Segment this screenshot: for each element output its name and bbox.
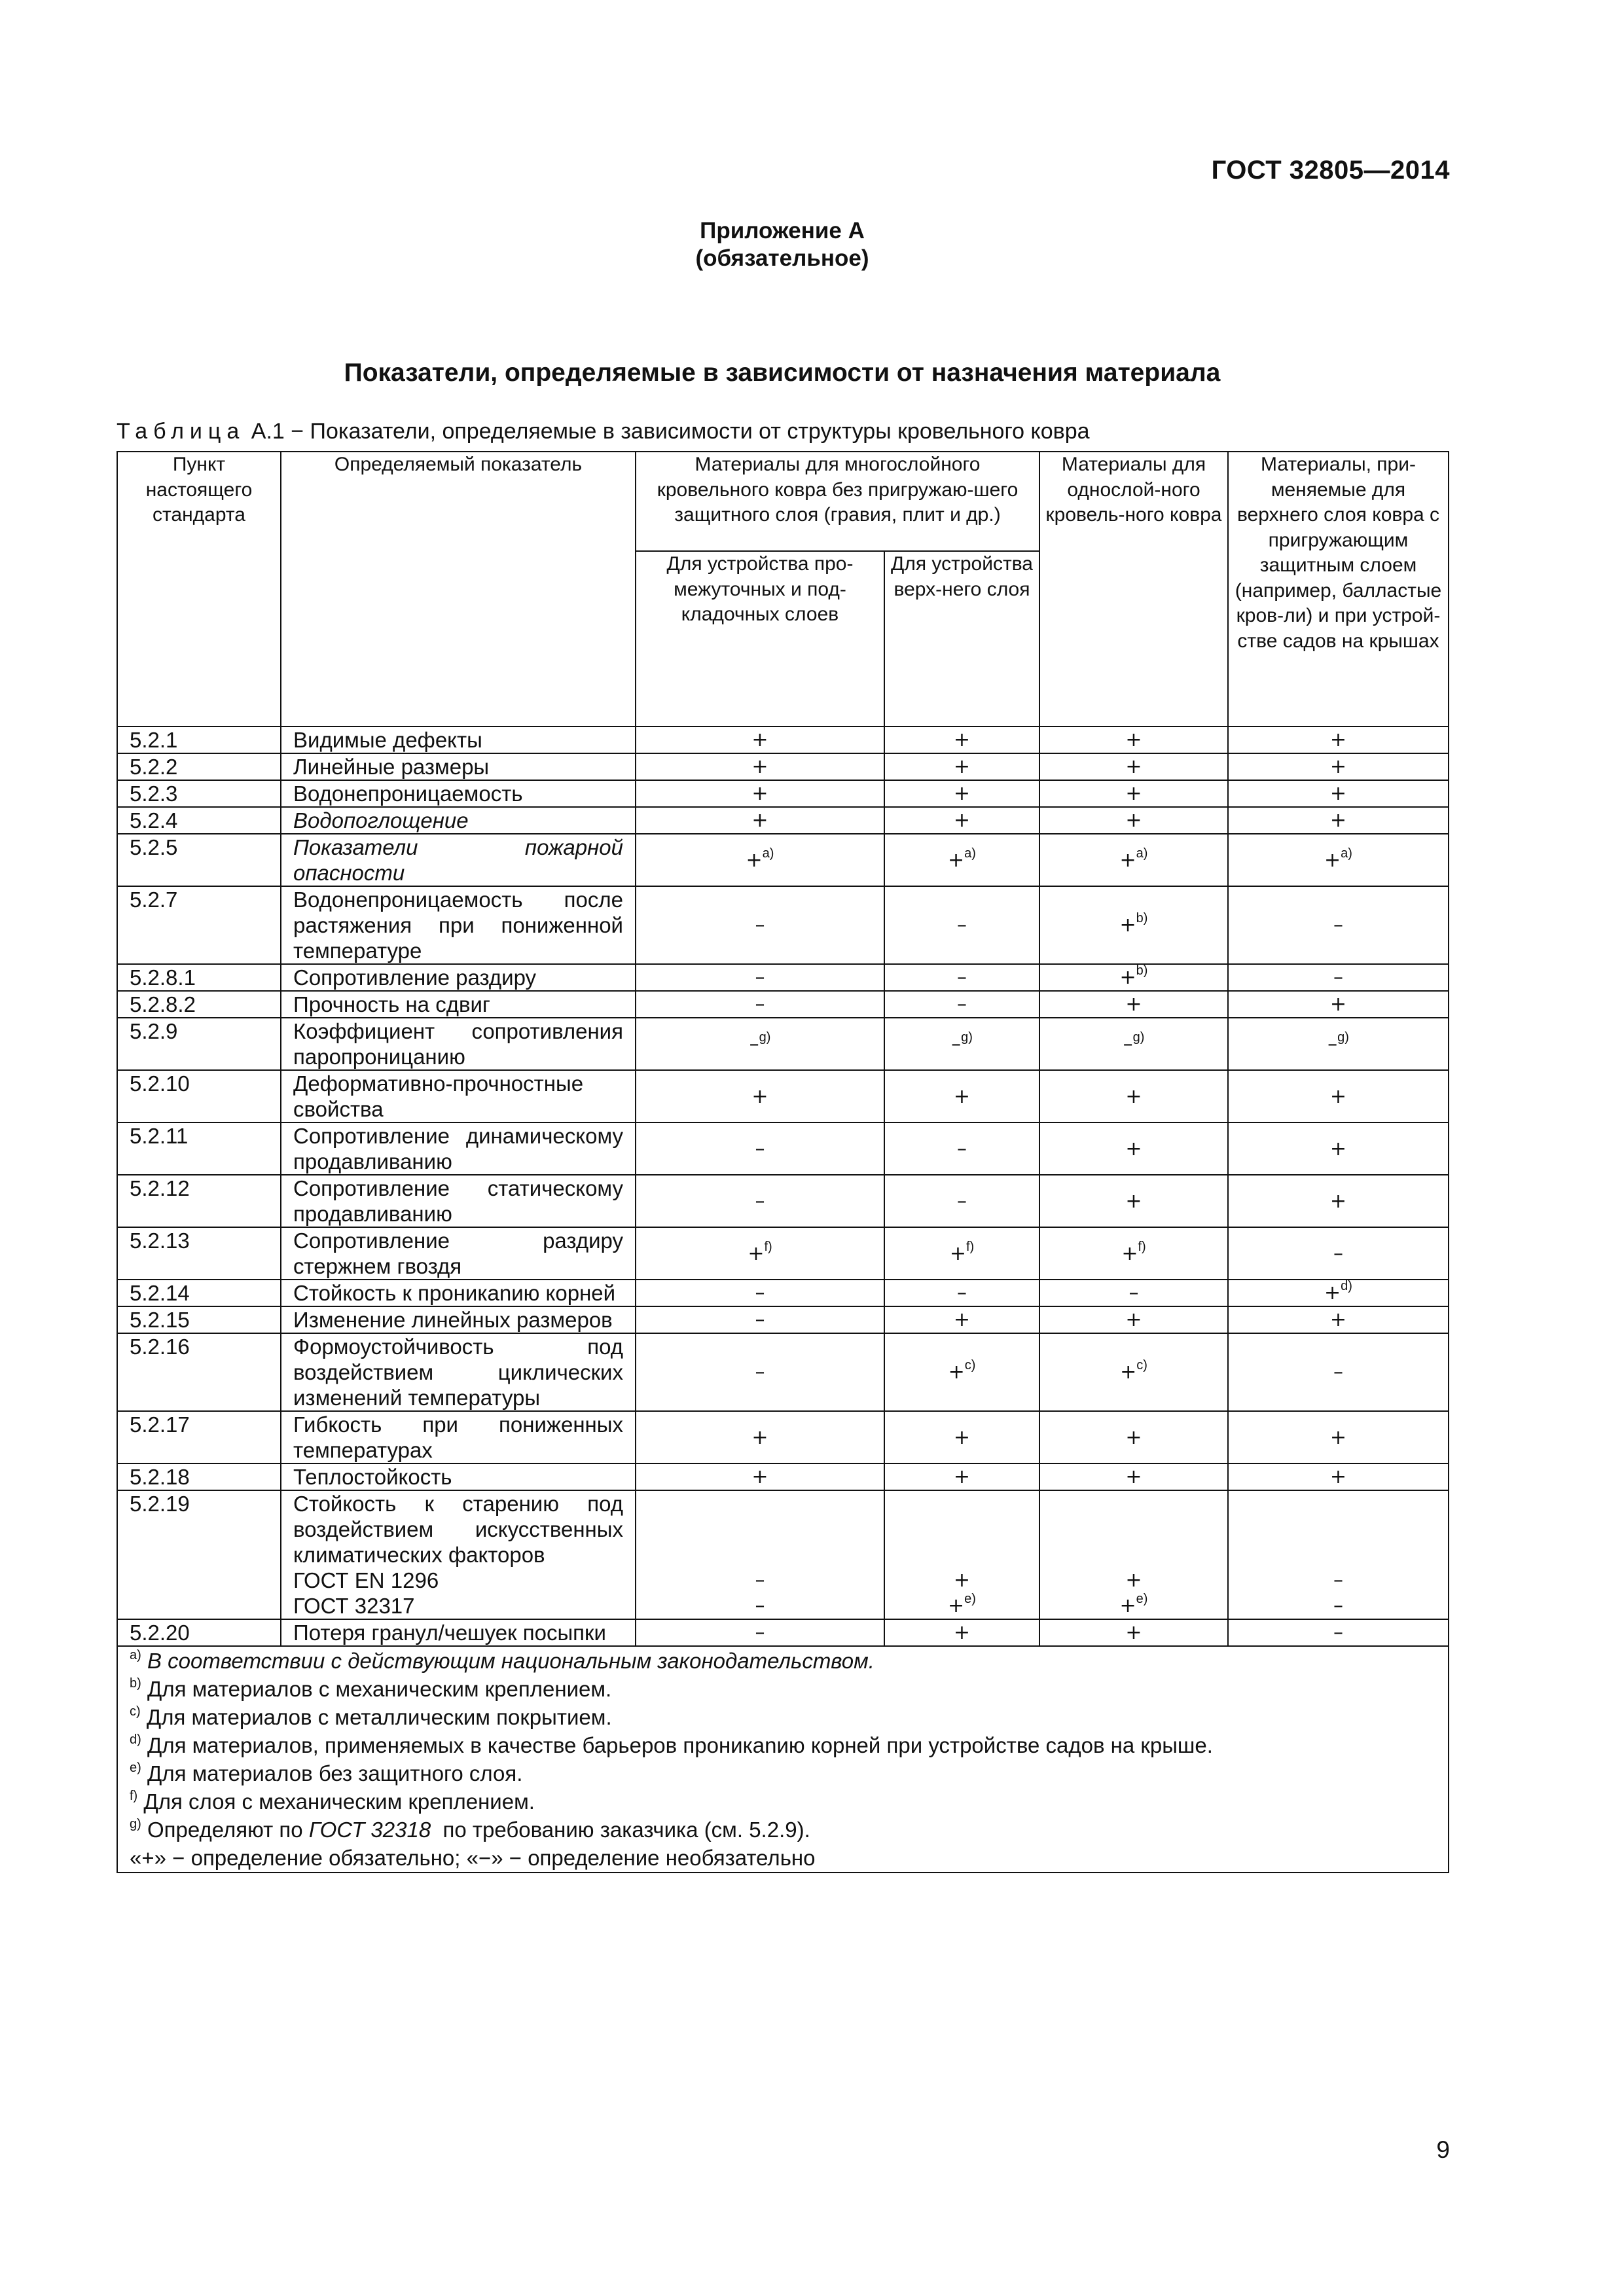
table-row [117, 1463, 1449, 1490]
row-indicator: Сопротивление раздиру [281, 964, 636, 991]
mark-cell [1039, 1490, 1228, 1619]
mark-footnote-ref: g) [1132, 1030, 1145, 1045]
table-row [117, 1280, 1449, 1306]
mark-cell [884, 807, 1039, 834]
aging-standard-1: ГОСТ EN 1296 [293, 1568, 439, 1592]
mark-cell [884, 1227, 1039, 1280]
mark-cell [636, 1490, 884, 1619]
table-row [117, 1333, 1449, 1411]
row-indicator: Деформативно-прочностные свойства [281, 1070, 636, 1122]
mark-value: + [1119, 848, 1136, 872]
mark-cell [884, 1463, 1039, 1490]
mark-footnote-ref: a) [1341, 846, 1352, 861]
mark-value: – [1333, 1242, 1343, 1265]
mark-cell [636, 834, 884, 886]
mark-value: + [1329, 1085, 1347, 1108]
aging-indicator-text: Стойкость к старению под воздействием искусственных климатических факторов [293, 1492, 623, 1567]
page-number: 9 [1436, 2136, 1450, 2163]
mark-value: + [1329, 1189, 1347, 1213]
mark-footnote-ref: c) [1136, 1358, 1147, 1372]
row-indicator: Водонепроницаемость после растяжения при пониженной температуре [281, 886, 636, 964]
mark-footnote-ref: a) [1136, 846, 1148, 861]
mark-cell [884, 780, 1039, 807]
footnotes-row [117, 1646, 1449, 1873]
table-row [117, 1411, 1449, 1463]
mark-value: – [957, 993, 967, 1016]
mark-cell [1228, 1227, 1449, 1280]
row-code: 5.2.10 [117, 1070, 281, 1122]
mark-cell [1228, 726, 1449, 753]
mark-value: – [951, 1032, 962, 1056]
row-code: 5.2.19 [117, 1490, 281, 1619]
mark-cell [636, 1018, 884, 1070]
mark-cell [1228, 780, 1449, 807]
mark-cell [636, 1175, 884, 1227]
mark-cell [884, 726, 1039, 753]
row-code: 5.2.17 [117, 1411, 281, 1463]
row-code: 5.2.7 [117, 886, 281, 964]
mark-value: + [1121, 1242, 1138, 1265]
mark-cell [884, 1490, 1039, 1619]
mark-cell [1039, 1333, 1228, 1411]
table-row [117, 1227, 1449, 1280]
mark-cell [1039, 1122, 1228, 1175]
mark-value: + [1120, 1361, 1137, 1384]
mark-value: – [1123, 1032, 1133, 1056]
mark-cell: + [884, 1619, 1039, 1646]
legend: «+» − определение обязательно; «−» − определение необязательно [130, 1846, 816, 1870]
table-row-granule-loss [117, 1619, 1449, 1646]
mark-value: + [953, 755, 971, 778]
mark-value: + [1125, 1085, 1142, 1108]
row-indicator: Сопротивление раздиру стержнем гвоздя [281, 1227, 636, 1280]
mark-cell [636, 964, 884, 991]
mark-footnote-ref: d) [1341, 1279, 1352, 1293]
mark-value: + [953, 1465, 971, 1488]
row-code: 5.2.4 [117, 807, 281, 834]
mark-cell [636, 1463, 884, 1490]
mark-value: + [1329, 728, 1347, 751]
mark-value: + [1125, 809, 1142, 832]
footnote: $^{b)}$ Для материалов с механическим креплением. [130, 1676, 612, 1701]
header-clause: Пункт настоящего стандарта [117, 452, 281, 726]
mark-cell [1039, 886, 1228, 964]
mark-value: + [1329, 755, 1347, 778]
mark-footnote-ref: a) [762, 846, 774, 861]
mark-cell [1228, 753, 1449, 780]
mark-footnote-ref: f) [764, 1239, 772, 1254]
mark-value: – [755, 1308, 765, 1331]
appendix-status: (обязательное) [695, 245, 869, 271]
mark-value: – [749, 1032, 759, 1056]
row-code: 5.2.9 [117, 1018, 281, 1070]
row-indicator: Коэффициент сопротивления паропроницанию [281, 1018, 636, 1070]
header-ballasted: Материалы, при-меняемые для верхнего слоя ковра с пригружающим защитным слоем (например, балластые кров-ли) и при устрой-стве садов на крышах [1228, 452, 1449, 726]
table-row-aging [117, 1490, 1449, 1619]
mark-cell [636, 753, 884, 780]
mark-cell [1228, 834, 1449, 886]
table-header [117, 452, 1449, 726]
mark-cell [1228, 1175, 1449, 1227]
footnote: $^{e)}$ Для материалов без защитного слоя. [130, 1761, 523, 1785]
mark-value: + [751, 1085, 768, 1108]
mark-value: – [957, 966, 967, 989]
mark-value: + [1329, 993, 1347, 1016]
mark-value: + [953, 1085, 971, 1108]
row-code: 5.2.16 [117, 1333, 281, 1411]
mark-cell [636, 807, 884, 834]
mark-cell [636, 1306, 884, 1333]
mark-value: – [957, 1137, 967, 1160]
mark-value: + [1125, 1569, 1142, 1592]
mark-value: – [957, 1189, 967, 1213]
mark-value: + [1329, 1465, 1347, 1488]
row-indicator [281, 1490, 636, 1619]
mark-value: – [755, 966, 765, 989]
mark-value: + [1125, 782, 1142, 805]
mark-cell [636, 1280, 884, 1306]
mark-value: + [1125, 1189, 1142, 1213]
mark-cell [1039, 1018, 1228, 1070]
mark-cell [1039, 964, 1228, 991]
mark-value: + [948, 1361, 965, 1384]
row-code: 5.2.18 [117, 1463, 281, 1490]
mark-value: – [755, 1594, 765, 1617]
mark-value: – [755, 914, 765, 937]
mark-value: + [953, 728, 971, 751]
header-multilayer-top: Для устройства верх-него слоя [884, 551, 1039, 726]
mark-value: + [1125, 1426, 1142, 1449]
mark-value: + [1329, 1308, 1347, 1331]
table-row [117, 1175, 1449, 1227]
mark-cell [884, 886, 1039, 964]
footnote: $^{d)}$ Для материалов, применяемых в качестве барьеров проникаnию корней при устройстве садов на крыше. [130, 1732, 1213, 1757]
mark-value: + [1125, 993, 1142, 1016]
mark-value: + [1119, 966, 1136, 989]
mark-cell [1039, 1070, 1228, 1122]
footnote: $^{f)}$ Для слоя с механическим креплением. [130, 1789, 535, 1814]
mark-cell [884, 1122, 1039, 1175]
mark-value: + [751, 782, 768, 805]
table-row [117, 886, 1449, 964]
indicators-table [117, 451, 1449, 1873]
mark-value: + [1329, 1137, 1347, 1160]
mark-cell [884, 1280, 1039, 1306]
mark-cell [1039, 726, 1228, 753]
mark-cell [1228, 964, 1449, 991]
row-indicator: Потеря гранул/чешуек посыпки [281, 1619, 636, 1646]
table-row [117, 807, 1449, 834]
mark-cell [884, 1175, 1039, 1227]
table-row [117, 834, 1449, 886]
mark-value: + [1125, 1465, 1142, 1488]
mark-cell [1039, 1227, 1228, 1280]
mark-cell [884, 1070, 1039, 1122]
mark-cell [636, 726, 884, 753]
mark-cell [636, 991, 884, 1018]
mark-value: + [953, 809, 971, 832]
row-indicator: Стойкость к проникаnию корней [281, 1280, 636, 1306]
mark-value: + [949, 1242, 966, 1265]
mark-value: – [1327, 1032, 1338, 1056]
mark-value: + [1125, 728, 1142, 751]
mark-value: – [1333, 1361, 1343, 1384]
footnote: $^{g)}$ Определяют по ГОСТ 32318 по требованию заказчика (см. 5.2.9). [130, 1817, 810, 1842]
mark-value: +$^{e)}$ [1119, 1592, 1148, 1617]
table-row [117, 1306, 1449, 1333]
mark-cell [884, 753, 1039, 780]
mark-cell [884, 991, 1039, 1018]
mark-footnote-ref: e) [964, 1592, 976, 1606]
table-row [117, 1122, 1449, 1175]
row-indicator: Гибкость при пониженных температурах [281, 1411, 636, 1463]
mark-value: – [1333, 1594, 1343, 1617]
row-indicator: Сопротивление динамическому продавливанию [281, 1122, 636, 1175]
mark-cell [1228, 886, 1449, 964]
row-indicator: Теплостойкость [281, 1463, 636, 1490]
mark-cell [1039, 1306, 1228, 1333]
table-row [117, 991, 1449, 1018]
mark-cell [1228, 1490, 1449, 1619]
mark-cell [1039, 991, 1228, 1018]
table-body [117, 726, 1449, 1873]
mark-value: – [957, 1282, 967, 1304]
mark-cell: – [636, 1619, 884, 1646]
mark-cell [884, 834, 1039, 886]
mark-value: – [755, 1137, 765, 1160]
mark-value: + [1329, 782, 1347, 805]
mark-footnote-ref: c) [964, 1358, 976, 1372]
mark-value: + [1125, 1308, 1142, 1331]
mark-cell [636, 1411, 884, 1463]
mark-value: +$^{e)}$ [948, 1592, 976, 1617]
row-code: 5.2.15 [117, 1306, 281, 1333]
mark-value: – [1128, 1282, 1139, 1304]
table-caption-text: А.1 − Показатели, определяемые в зависимости от структуры кровельного ковра [251, 419, 1090, 444]
row-code: 5.2.2 [117, 753, 281, 780]
row-code: 5.2.1 [117, 726, 281, 753]
section-title: Показатели, определяемые в зависимости от назначения материала [344, 359, 1221, 387]
row-code: 5.2.13 [117, 1227, 281, 1280]
mark-value: – [1333, 914, 1343, 937]
mark-cell [1228, 1280, 1449, 1306]
row-code: 5.2.20 [117, 1619, 281, 1646]
row-indicator: Формоустойчивость под воздействием циклических изменений температуры [281, 1333, 636, 1411]
table-row [117, 726, 1449, 753]
row-indicator: Показатели пожарной опасности [281, 834, 636, 886]
table-row [117, 1018, 1449, 1070]
table-row [117, 780, 1449, 807]
row-indicator: Линейные размеры [281, 753, 636, 780]
row-indicator: Водонепроницаемость [281, 780, 636, 807]
header-indicator: Определяемый показатель [281, 452, 636, 726]
row-code: 5.2.8.1 [117, 964, 281, 991]
mark-value: + [953, 782, 971, 805]
mark-value: + [1329, 1426, 1347, 1449]
mark-value: + [751, 755, 768, 778]
mark-value: + [1324, 848, 1341, 872]
mark-cell [1228, 1333, 1449, 1411]
table-row [117, 753, 1449, 780]
mark-value: + [748, 1242, 765, 1265]
header-singlelayer: Материалы для однослой-ного кровель-ного ковра [1039, 452, 1228, 726]
mark-cell [1228, 1070, 1449, 1122]
row-indicator: Сопротивление статическому продавливанию [281, 1175, 636, 1227]
mark-footnote-ref: b) [1136, 963, 1148, 978]
mark-value: – [755, 1189, 765, 1213]
row-code: 5.2.14 [117, 1280, 281, 1306]
mark-cell [1039, 1280, 1228, 1306]
document-code: ГОСТ 32805—2014 [1211, 156, 1450, 185]
mark-cell [884, 964, 1039, 991]
footnote: $^{c)}$ Для материалов с металлическим покрытием. [130, 1704, 612, 1729]
mark-cell [1039, 753, 1228, 780]
mark-cell [1228, 1463, 1449, 1490]
mark-cell [1039, 780, 1228, 807]
mark-cell [1039, 807, 1228, 834]
mark-footnote-ref: b) [1136, 911, 1148, 925]
mark-value: + [953, 1308, 971, 1331]
mark-footnote-ref: g) [1337, 1030, 1349, 1045]
mark-cell [636, 1333, 884, 1411]
appendix-heading [0, 217, 1564, 272]
mark-footnote-ref: f) [965, 1239, 975, 1254]
row-code: 5.2.8.2 [117, 991, 281, 1018]
mark-cell [1039, 1175, 1228, 1227]
mark-value: – [755, 1282, 765, 1304]
mark-footnote-ref: a) [964, 846, 976, 861]
mark-cell [1228, 991, 1449, 1018]
mark-cell: + [1039, 1619, 1228, 1646]
footnote: $^{a)}$ В соответствии с действующим национальным законодательством. [130, 1648, 875, 1673]
mark-value: + [1324, 1282, 1341, 1304]
table-caption [117, 419, 1090, 444]
row-indicator: Видимые дефекты [281, 726, 636, 753]
mark-value: – [957, 914, 967, 937]
mark-value: – [1333, 1569, 1343, 1592]
appendix-title: Приложение А [700, 218, 865, 243]
mark-cell [1228, 1411, 1449, 1463]
mark-value: – [1333, 966, 1343, 989]
footnotes [117, 1646, 1449, 1873]
row-indicator: Прочность на сдвиг [281, 991, 636, 1018]
row-code: 5.2.3 [117, 780, 281, 807]
mark-value: – [755, 993, 765, 1016]
mark-footnote-ref: e) [1136, 1592, 1148, 1606]
mark-cell [636, 886, 884, 964]
row-indicator: Водопоглощение [281, 807, 636, 834]
mark-value: + [751, 809, 768, 832]
row-code: 5.2.11 [117, 1122, 281, 1175]
row-indicator: Изменение линейных размеров [281, 1306, 636, 1333]
aging-standard-2: ГОСТ 32317 [293, 1594, 415, 1618]
mark-value: + [1125, 1137, 1142, 1160]
mark-footnote-ref: g) [759, 1030, 771, 1045]
mark-value: – [755, 1569, 765, 1592]
mark-value: + [751, 1465, 768, 1488]
mark-cell [884, 1411, 1039, 1463]
mark-value: + [953, 1569, 971, 1592]
table-row [117, 964, 1449, 991]
mark-cell [884, 1306, 1039, 1333]
mark-cell [1228, 807, 1449, 834]
header-multilayer: Материалы для многослойного кровельного ковра без пригружаю-шего защитного слоя (гравия, плит и др.) [636, 452, 1039, 551]
mark-cell [1228, 1306, 1449, 1333]
mark-value: + [746, 848, 763, 872]
mark-cell [1228, 1122, 1449, 1175]
mark-value: + [1119, 914, 1136, 937]
mark-cell [636, 780, 884, 807]
row-code: 5.2.5 [117, 834, 281, 886]
mark-cell [1039, 834, 1228, 886]
mark-value: + [1329, 809, 1347, 832]
mark-value: + [751, 1426, 768, 1449]
mark-value: – [755, 1361, 765, 1384]
table-caption-word: Таблица [117, 419, 245, 444]
mark-cell: – [1228, 1619, 1449, 1646]
mark-cell [636, 1122, 884, 1175]
mark-cell [884, 1018, 1039, 1070]
table-row [117, 1070, 1449, 1122]
mark-cell [636, 1227, 884, 1280]
mark-cell [884, 1333, 1039, 1411]
mark-cell [1039, 1411, 1228, 1463]
mark-footnote-ref: g) [961, 1030, 973, 1045]
mark-footnote-ref: f) [1138, 1239, 1146, 1254]
mark-cell [636, 1070, 884, 1122]
header-multilayer-under: Для устройства про-межуточных и под-кладочных слоев [636, 551, 884, 726]
mark-value: + [751, 728, 768, 751]
mark-value: + [953, 1426, 971, 1449]
mark-value: + [1125, 755, 1142, 778]
row-code: 5.2.12 [117, 1175, 281, 1227]
mark-cell [1228, 1018, 1449, 1070]
mark-value: + [948, 848, 965, 872]
mark-cell [1039, 1463, 1228, 1490]
